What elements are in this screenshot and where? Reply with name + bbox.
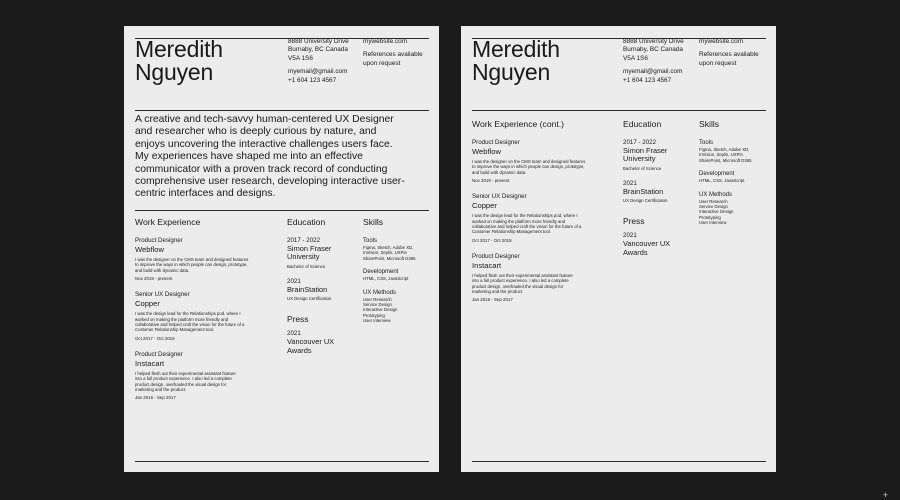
education-school: BrainStation xyxy=(287,284,328,294)
job-description: I was the designer on the CMS team and designed features to improve the ways in which people can design, prototype, and build with dynamic data. xyxy=(135,257,249,273)
press-title: Press xyxy=(287,314,309,325)
job-date: Nov 2019 - present xyxy=(135,276,173,282)
education-years: 2021 xyxy=(623,179,637,187)
skill-item: InVision, Zeplin, UXPin xyxy=(363,250,407,256)
email: myemail@gmail.com xyxy=(623,68,683,76)
website: mywebsite.com xyxy=(699,38,744,45)
skill-group xyxy=(363,268,433,281)
press-award: Awards xyxy=(287,345,312,355)
job-description: I was the design lead for the Relationships pod, where I worked on making the platform more friendly and collaborative and helped craft the vision for the future of a Customer Relationship Management tool. xyxy=(472,213,582,235)
skills-title: Skills xyxy=(363,217,384,227)
contact-block xyxy=(288,38,349,85)
press-entry xyxy=(287,330,359,355)
job-company: Webflow xyxy=(472,147,501,156)
skills-column xyxy=(699,119,769,233)
address-line: V5A 1S6 xyxy=(623,54,648,62)
education-years: 2017 - 2022 xyxy=(287,237,321,244)
job-date: Jan 2016 - Sep 2017 xyxy=(135,395,176,401)
work-experience-title: Work Experience xyxy=(135,217,201,227)
address-line: 8888 University Drive xyxy=(288,38,349,45)
skill-item: SharePoint, Microsoft D365 xyxy=(363,255,416,261)
skill-item: Prototyping xyxy=(363,312,385,318)
resume-page-2 xyxy=(461,26,776,472)
education-title: Education xyxy=(623,119,662,129)
job-entry xyxy=(135,291,275,342)
job-entry xyxy=(472,253,612,304)
address-line: Burnaby, BC Canada xyxy=(288,46,348,54)
phone: +1 604 123 4567 xyxy=(288,76,337,84)
address-line: 8888 University Drive xyxy=(623,38,684,45)
job-date: Oct 2017 - Oct 2019 xyxy=(472,237,512,243)
name-first: Meredith xyxy=(135,36,223,62)
header-rule xyxy=(135,110,429,111)
skills-column xyxy=(363,217,433,331)
skill-group-title: UX Methods xyxy=(699,191,733,198)
skill-item: Prototyping xyxy=(699,214,721,220)
education-detail: Bachelor of Science xyxy=(287,263,326,269)
job-title: Product Designer xyxy=(472,139,520,146)
job-company: Copper xyxy=(472,201,497,211)
work-experience-column xyxy=(135,217,275,410)
skill-item: User Research xyxy=(699,198,728,204)
education-detail: UX Design Certification xyxy=(287,296,332,302)
job-title: Senior UX Designer xyxy=(472,193,527,201)
skill-item: Figma, Sketch, Adobe XD, xyxy=(363,245,414,250)
education-years: 2021 xyxy=(287,277,301,285)
press-year: 2021 xyxy=(287,330,301,338)
job-company: Instacart xyxy=(472,260,502,270)
skill-item: HTML, CSS, JavaScript xyxy=(699,178,745,184)
education-school: Simon Fraser xyxy=(623,146,668,155)
skill-item: Interactive Design xyxy=(363,307,398,313)
skill-group xyxy=(363,237,433,261)
education-title: Education xyxy=(287,217,326,227)
education-years: 2017 - 2022 xyxy=(623,139,657,146)
education-column xyxy=(623,119,695,257)
skill-item: User Interview xyxy=(363,318,391,324)
skill-item: Service Design xyxy=(699,204,728,210)
phone: +1 604 123 4567 xyxy=(623,76,672,84)
job-entry xyxy=(135,237,275,282)
job-entry xyxy=(472,193,612,244)
links-block xyxy=(699,38,759,68)
job-title: Product Designer xyxy=(135,237,183,244)
name-last: Nguyen xyxy=(135,59,214,85)
references-line: References available xyxy=(699,51,759,59)
skill-item: Service Design xyxy=(363,302,392,308)
skill-item: SharePoint, Microsoft D365 xyxy=(699,157,752,163)
email: myemail@gmail.com xyxy=(288,68,348,76)
press-entry xyxy=(623,232,695,257)
name-first: Meredith xyxy=(472,36,560,62)
job-title: Product Designer xyxy=(135,350,183,358)
intro-paragraph: A creative and tech-savvy human-centered UX Designer and researcher who is deeply curious by nature, and enjoys uncovering the interactive challenges users face. My experiences have shaped me into an effective communicator with a proven track record of conducting comprehensive user research, developing interactive user-centric interfaces and designs. xyxy=(135,114,405,200)
education-entry xyxy=(623,180,695,204)
skill-group-title: Development xyxy=(699,171,735,178)
job-date: Jan 2016 - Sep 2017 xyxy=(472,297,513,303)
job-title: Senior UX Designer xyxy=(135,291,190,299)
contact-block xyxy=(623,38,684,85)
job-company: Copper xyxy=(135,299,160,309)
job-description: I was the design lead for the Relationships pod, where I worked on making the platform more friendly and collaborative and helped craft the vision for the future of a Customer Relationship Management tool. xyxy=(135,311,245,333)
work-experience-title: Work Experience (cont.) xyxy=(472,119,565,129)
skill-group-title: Tools xyxy=(699,140,714,146)
skill-group-title: Tools xyxy=(363,238,378,244)
references-line: upon request xyxy=(363,59,401,67)
skill-group xyxy=(363,289,433,324)
bottom-rule xyxy=(135,461,429,462)
job-company: Instacart xyxy=(135,358,165,368)
education-entry xyxy=(287,278,359,302)
references-line: References available xyxy=(363,51,423,59)
press-title: Press xyxy=(623,216,645,227)
education-entry xyxy=(287,237,359,270)
education-school: University xyxy=(287,252,320,262)
skill-item: Interactive Design xyxy=(699,209,734,215)
references-line: upon request xyxy=(699,59,737,67)
job-company: Webflow xyxy=(135,245,164,254)
job-entry xyxy=(472,139,612,184)
name-last: Nguyen xyxy=(472,59,551,85)
skill-item: InVision, Zeplin, UXPin xyxy=(699,152,743,158)
education-detail: UX Design Certification xyxy=(623,198,668,204)
skill-item: User Interview xyxy=(699,220,727,226)
website: mywebsite.com xyxy=(363,38,408,45)
job-description: I helped flesh out their experimental assistant feature into a full product experience. I also led a complete product design, overhauled the visual design for marketing and the product. xyxy=(135,370,236,393)
press-year: 2021 xyxy=(623,232,637,240)
education-school: BrainStation xyxy=(623,186,664,196)
resume-page-1 xyxy=(124,26,439,472)
education-column xyxy=(287,217,359,355)
skill-group-title: UX Methods xyxy=(363,289,397,296)
skill-group xyxy=(699,191,769,226)
job-date: Nov 2019 - present xyxy=(472,178,510,184)
name-block xyxy=(135,38,223,84)
press-award: Vancouver UX xyxy=(287,337,335,347)
work-experience-column xyxy=(472,119,612,312)
skill-item: User Research xyxy=(363,296,392,302)
press-award: Awards xyxy=(623,247,648,257)
section-rule xyxy=(472,110,766,111)
address-line: Burnaby, BC Canada xyxy=(623,46,683,54)
bottom-rule xyxy=(472,461,766,462)
skill-group xyxy=(699,139,769,163)
skills-title: Skills xyxy=(699,119,720,129)
education-school: University xyxy=(623,154,656,164)
education-entry xyxy=(623,139,695,172)
job-description: I helped flesh out their experimental assistant feature into a full product experience. I also led a complete product design, overhauled the visual design for marketing and the product. xyxy=(472,272,573,295)
job-description: I was the designer on the CMS team and designed features to improve the ways in which people can design, prototype, and build with dynamic data. xyxy=(472,159,586,175)
skill-item: Figma, Sketch, Adobe XD, xyxy=(699,147,750,152)
section-rule xyxy=(135,210,429,211)
skill-group-title: Development xyxy=(363,269,399,276)
address-line: V5A 1S6 xyxy=(288,54,313,62)
job-entry xyxy=(135,351,275,402)
job-date: Oct 2017 - Oct 2019 xyxy=(135,335,175,341)
press-award: Vancouver UX xyxy=(623,239,671,249)
education-school: Simon Fraser xyxy=(287,244,332,253)
job-title: Product Designer xyxy=(472,252,520,260)
education-detail: Bachelor of Science xyxy=(623,165,662,171)
plus-icon: + xyxy=(882,490,888,500)
name-block xyxy=(472,38,560,84)
links-block xyxy=(363,38,423,68)
skill-item: HTML, CSS, JavaScript xyxy=(363,276,409,282)
skill-group xyxy=(699,170,769,183)
